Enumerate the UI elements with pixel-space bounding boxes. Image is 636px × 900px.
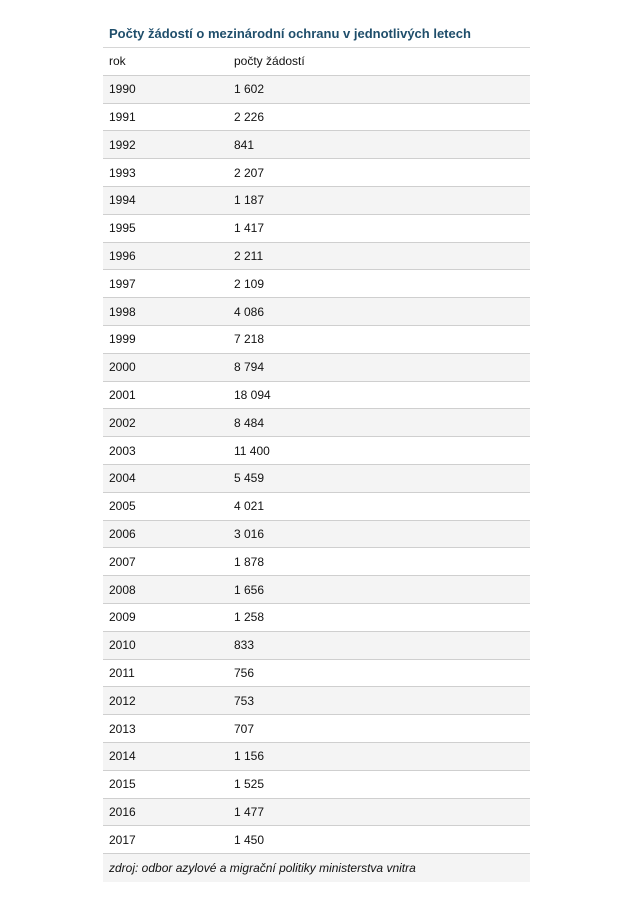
- row-count: 2 109: [234, 276, 265, 291]
- header-count: počty žádostí: [234, 54, 305, 69]
- table-row: [103, 465, 530, 493]
- row-year: 1992: [109, 137, 136, 152]
- table-row: [103, 604, 530, 632]
- table-row: [103, 326, 530, 354]
- row-year: 2007: [109, 554, 136, 569]
- table-row: [103, 215, 530, 243]
- table-row: [103, 382, 530, 410]
- row-year: 2001: [109, 387, 136, 402]
- row-count: 11 400: [234, 443, 270, 458]
- row-count: 1 525: [234, 777, 265, 792]
- row-year: 2011: [109, 665, 135, 680]
- table-row: [103, 632, 530, 660]
- table-row: [103, 715, 530, 743]
- row-count: 3 016: [234, 526, 265, 541]
- header-year: rok: [109, 54, 126, 69]
- row-year: 1993: [109, 165, 136, 180]
- table-row: [103, 270, 530, 298]
- table-row: [103, 298, 530, 326]
- row-year: 2013: [109, 721, 136, 736]
- table-source-footer: zdroj: odbor azylové a migrační politiky ministerstva vnitra: [103, 854, 530, 882]
- row-year: 2008: [109, 582, 136, 597]
- row-year: 1990: [109, 82, 136, 97]
- row-year: 1994: [109, 193, 136, 208]
- row-count: 4 021: [234, 499, 265, 514]
- row-count: 1 187: [234, 193, 265, 208]
- row-year: 2017: [109, 832, 136, 847]
- row-count: 1 477: [234, 804, 265, 819]
- table-row: [103, 826, 530, 854]
- table-row: [103, 799, 530, 827]
- row-count: 756: [234, 665, 255, 680]
- row-count: 1 450: [234, 832, 265, 847]
- row-count: 1 656: [234, 582, 265, 597]
- table-row: [103, 437, 530, 465]
- row-count: 8 794: [234, 360, 265, 375]
- table-caption: Počty žádostí o mezinárodní ochranu v jednotlivých letech: [103, 20, 530, 48]
- row-count: 753: [234, 693, 255, 708]
- table-row: [103, 743, 530, 771]
- row-year: 2002: [109, 415, 136, 430]
- table-row: [103, 187, 530, 215]
- row-year: 2014: [109, 749, 136, 764]
- table-row: [103, 131, 530, 159]
- row-count: 2 211: [234, 248, 264, 263]
- row-year: 2012: [109, 693, 136, 708]
- row-year: 1996: [109, 248, 136, 263]
- row-year: 2015: [109, 777, 136, 792]
- row-year: 2006: [109, 526, 136, 541]
- table-row: [103, 159, 530, 187]
- table-row: [103, 409, 530, 437]
- table-row: [103, 493, 530, 521]
- row-count: 5 459: [234, 471, 265, 486]
- row-count: 841: [234, 137, 255, 152]
- table-row: [103, 354, 530, 382]
- row-year: 1997: [109, 276, 136, 291]
- row-count: 833: [234, 638, 255, 653]
- row-year: 1998: [109, 304, 136, 319]
- table-row: [103, 104, 530, 132]
- table-row: [103, 576, 530, 604]
- row-count: 7 218: [234, 332, 265, 347]
- table-row: [103, 243, 530, 271]
- table-row: [103, 548, 530, 576]
- row-year: 2005: [109, 499, 136, 514]
- row-year: 1991: [109, 109, 136, 124]
- row-year: 2010: [109, 638, 136, 653]
- row-year: 2000: [109, 360, 136, 375]
- table-row: [103, 771, 530, 799]
- table-row: [103, 76, 530, 104]
- asylum-applications-table: [103, 20, 530, 882]
- row-count: 18 094: [234, 387, 271, 402]
- row-count: 2 207: [234, 165, 265, 180]
- row-year: 2009: [109, 610, 136, 625]
- row-year: 2016: [109, 804, 136, 819]
- table-row: [103, 660, 530, 688]
- table-row: [103, 521, 530, 549]
- row-year: 2003: [109, 443, 136, 458]
- row-count: 8 484: [234, 415, 265, 430]
- table-body: [103, 76, 530, 854]
- row-count: 707: [234, 721, 255, 736]
- row-count: 1 878: [234, 554, 265, 569]
- table-header-row: [103, 48, 530, 76]
- row-count: 1 602: [234, 82, 265, 97]
- row-count: 1 156: [234, 749, 265, 764]
- row-year: 2004: [109, 471, 136, 486]
- table-row: [103, 687, 530, 715]
- row-count: 1 258: [234, 610, 265, 625]
- row-count: 1 417: [234, 221, 265, 236]
- row-count: 2 226: [234, 109, 265, 124]
- row-year: 1995: [109, 221, 136, 236]
- row-year: 1999: [109, 332, 136, 347]
- row-count: 4 086: [234, 304, 265, 319]
